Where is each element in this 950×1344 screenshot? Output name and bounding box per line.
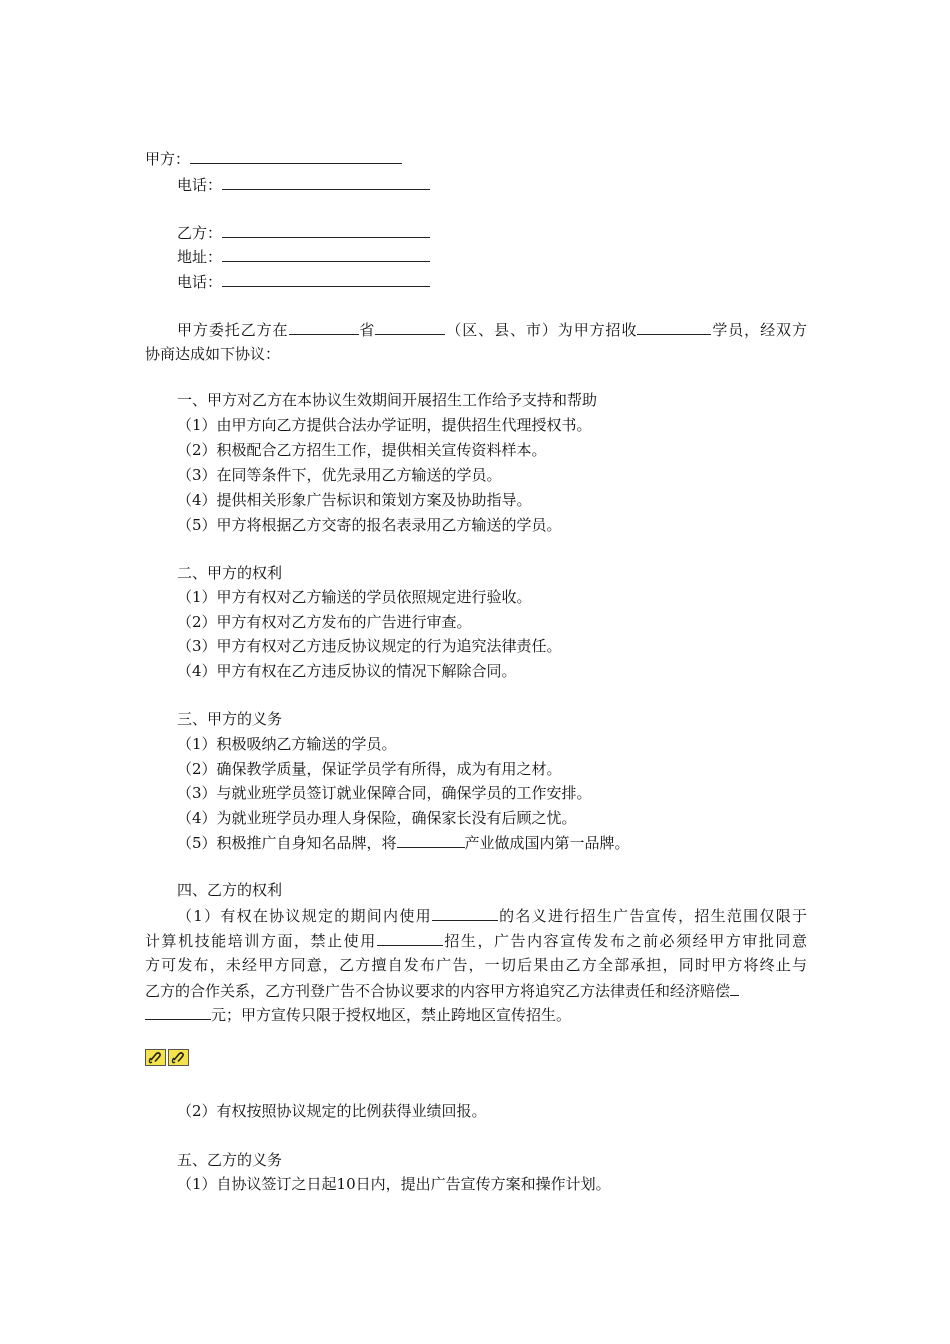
section-2-item: （3）甲方有权对乙方违反协议规定的行为追究法律责任。 [177, 637, 562, 655]
link-icon [171, 1051, 186, 1064]
section-3-title: 三、甲方的义务 [177, 710, 283, 728]
section-4-text: （1）有权在协议规定的期间内使用 [177, 907, 432, 925]
section-2-title: 二、甲方的权利 [177, 564, 283, 582]
section-1-item: （4）提供相关形象广告标识和策划方案及协助指导。 [177, 491, 532, 509]
section-4-p1-line-2 [145, 930, 807, 951]
section-1-item: （1）由甲方向乙方提供合法办学证明，提供招生代理授权书。 [177, 416, 592, 434]
section-4-p2: （2）有权按照协议规定的比例获得业绩回报。 [177, 1102, 487, 1120]
party-b-line [177, 222, 430, 243]
section-4-p1-line-5 [145, 1004, 571, 1025]
section-1-item: （3）在同等条件下，优先录用乙方输送的学员。 [177, 466, 502, 484]
section-3-item: （2）确保教学质量，保证学员学有所得，成为有用之材。 [177, 760, 562, 778]
party-b-label: 乙方： [177, 224, 223, 242]
section-1-item: （5）甲方将根据乙方交寄的报名表录用乙方输送的学员。 [177, 516, 562, 534]
brand-name-blank [432, 905, 498, 921]
section-2-item: （4）甲方有权在乙方违反协议的情况下解除合同。 [177, 662, 517, 680]
intro-text-b: 省 [358, 321, 376, 339]
party-b-phone-label: 电话： [177, 273, 223, 291]
industry-blank [397, 832, 465, 848]
party-a-label: 甲方： [145, 150, 191, 168]
party-b-phone-line [177, 271, 430, 292]
party-a-phone-line [177, 174, 430, 195]
compensation-blank [145, 1004, 211, 1020]
section-2-item: （1）甲方有权对乙方输送的学员依照规定进行验收。 [177, 588, 532, 606]
program-blank [637, 319, 711, 335]
party-b-address-blank [222, 246, 430, 262]
intro-text-d: 学员，经双方 [711, 321, 807, 339]
section-4-text: 元；甲方宣传只限于授权地区，禁止跨地区宣传招生。 [211, 1006, 572, 1024]
section-3-item: （4）为就业班学员办理人身保险，确保家长没有后顾之忧。 [177, 809, 577, 827]
section-4-text: 计算机技能培训方面，禁止使用 [145, 932, 377, 950]
intro-text-c: （区、县、市）为甲方招收 [445, 321, 638, 339]
compensation-blank-start [730, 980, 739, 996]
intro-line-2: 协商达成如下协议： [145, 345, 281, 363]
party-a-phone-blank [222, 174, 430, 190]
section-4-text: 乙方的合作关系，乙方刊登广告不合协议要求的内容甲方将追究乙方法律责任和经济赔偿 [145, 982, 731, 1000]
section-4-title: 四、乙方的权利 [177, 881, 283, 899]
party-a-phone-label: 电话： [177, 176, 223, 194]
section-5-title: 五、乙方的义务 [177, 1151, 283, 1169]
party-b-blank [222, 222, 430, 238]
party-a-line [145, 148, 402, 169]
section-4-text: 的名义进行招生广告宣传，招生范围仅限于 [497, 907, 807, 925]
party-b-address-label: 地址： [177, 248, 223, 266]
section-2-item: （2）甲方有权对乙方发布的广告进行审查。 [177, 613, 472, 631]
link-icon[interactable] [168, 1049, 189, 1066]
link-icon [148, 1051, 163, 1064]
district-blank [375, 319, 445, 335]
party-b-address-line [177, 246, 430, 267]
prohibited-name-blank [377, 930, 443, 946]
party-a-blank [190, 148, 402, 164]
intro-text-a: 甲方委托乙方在 [177, 321, 289, 339]
section-3-item: （1）积极吸纳乙方输送的学员。 [177, 735, 397, 753]
section-3-item5-text-a: （5）积极推广自身知名品牌，将 [177, 834, 397, 852]
province-blank [289, 319, 359, 335]
link-icon[interactable] [145, 1049, 166, 1066]
section-5-item: （1）自协议签订之日起10日内，提出广告宣传方案和操作计划。 [177, 1175, 611, 1193]
section-1-title: 一、甲方对乙方在本协议生效期间开展招生工作给予支持和帮助 [177, 391, 598, 409]
intro-line-1 [177, 319, 807, 340]
embedded-object-icons [145, 1049, 191, 1067]
party-b-phone-blank [222, 271, 430, 287]
section-3-item-5 [177, 832, 630, 853]
section-1-item: （2）积极配合乙方招生工作，提供相关宣传资料样本。 [177, 441, 547, 459]
section-4-p1-line-1 [177, 905, 807, 926]
section-4-p1-line-4 [145, 980, 739, 1001]
section-4-p1-line-3: 方可发布，未经甲方同意，乙方擅自发布广告，一切后果由乙方全部承担，同时甲方将终止与 [145, 956, 807, 974]
section-3-item5-text-b: 产业做成国内第一品牌。 [464, 834, 630, 852]
section-3-item: （3）与就业班学员签订就业保障合同，确保学员的工作安排。 [177, 784, 592, 802]
section-4-text: 招生，广告内容宣传发布之前必须经甲方审批同意 [442, 932, 807, 950]
